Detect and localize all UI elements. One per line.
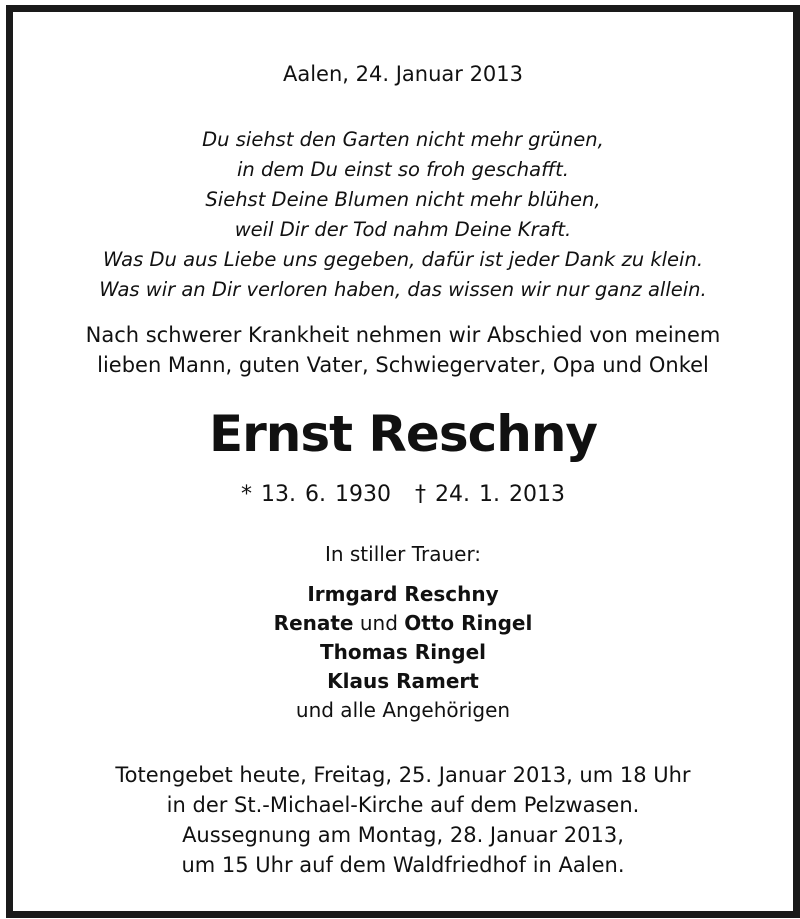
poem-line: in dem Du einst so froh geschafft.	[236, 158, 570, 181]
poem-line: weil Dir der Tod nahm Deine Kraft.	[234, 218, 572, 241]
mourning-heading: In stiller Trauer:	[324, 542, 482, 566]
poem-line: Was wir an Dir verloren haben, das wissen wir nur ganz allein.	[99, 278, 707, 301]
mourner	[13, 667, 793, 696]
life-dates	[13, 482, 793, 507]
poem-line: Was Du aus Liebe uns gegeben, dafür ist jeder Dank zu klein.	[102, 248, 704, 271]
mourner	[13, 638, 793, 667]
farewell-intro	[13, 320, 793, 380]
poem-line: Siehst Deine Blumen nicht mehr blühen,	[205, 188, 601, 211]
birth-date: * 13. 6. 1930	[241, 482, 391, 507]
intro-line: lieben Mann, guten Vater, Schwiegervater, Opa und Onkel	[97, 353, 709, 377]
mourner-name: Irmgard Reschny	[307, 582, 499, 606]
poem-line: Du siehst den Garten nicht mehr grünen,	[202, 128, 604, 151]
mourners-list	[13, 580, 793, 725]
service-line: Totengebet heute, Freitag, 25. Januar 2013, um 18 Uhr	[115, 763, 691, 787]
mourner-name: Klaus Ramert	[327, 669, 479, 693]
mourner-name: Thomas Ringel	[319, 640, 487, 664]
mourner	[13, 580, 793, 609]
mourner-name: Renate	[273, 611, 354, 635]
service-info	[13, 760, 793, 880]
place-date: Aalen, 24. Januar 2013	[282, 62, 524, 86]
service-line: Aussegnung am Montag, 28. Januar 2013,	[182, 823, 624, 847]
obituary-notice	[6, 5, 800, 918]
mourner-others: und alle Angehörigen	[295, 698, 511, 722]
service-line: um 15 Uhr auf dem Waldfriedhof in Aalen.	[181, 853, 625, 877]
death-date: † 24. 1. 2013	[415, 482, 565, 507]
mourner-conjunction: und	[359, 611, 398, 635]
mourner-name: Otto Ringel	[404, 611, 533, 635]
deceased-name: Ernst Reschny	[208, 405, 598, 463]
intro-line: Nach schwerer Krankheit nehmen wir Abschied von meinem	[85, 323, 721, 347]
mourner	[13, 609, 793, 638]
memorial-poem	[13, 125, 793, 305]
service-line: in der St.-Michael-Kirche auf dem Pelzwasen.	[166, 793, 640, 817]
